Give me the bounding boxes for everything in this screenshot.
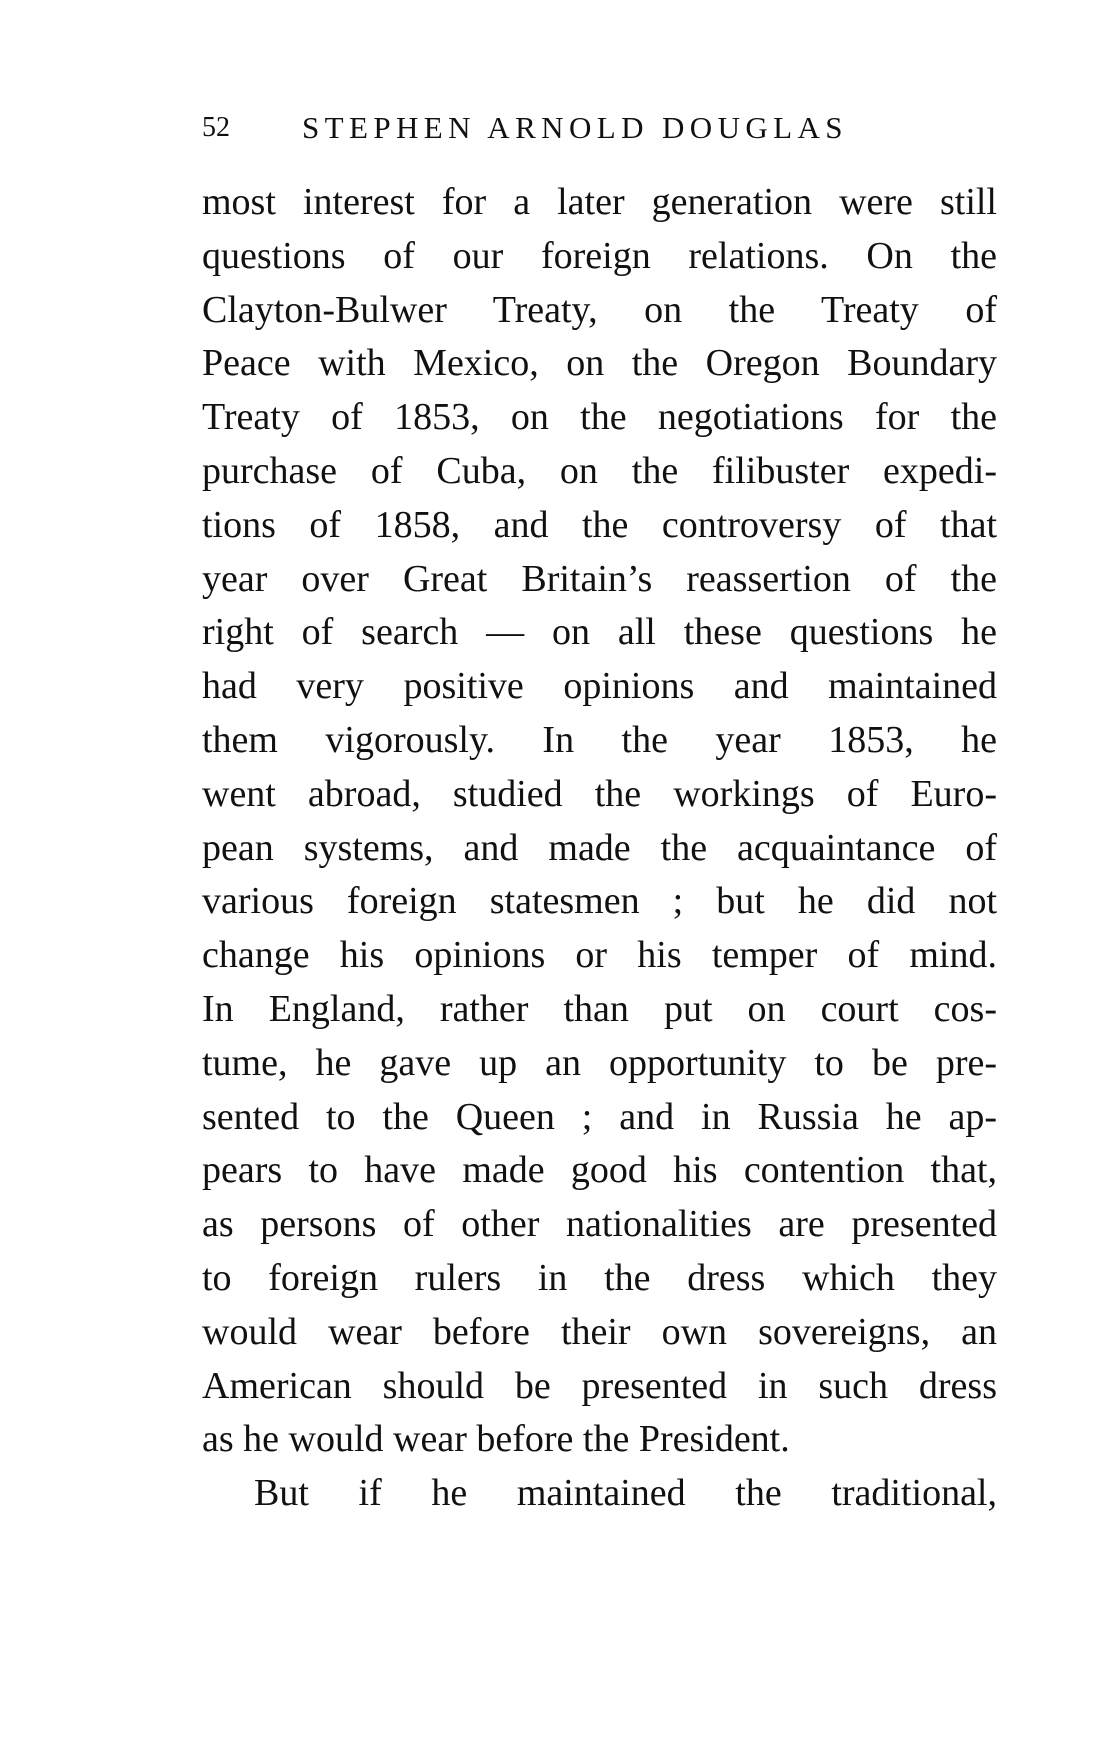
- text-line: year over Great Britain’s reassertion of the: [202, 557, 997, 600]
- page-number: 52: [202, 112, 230, 143]
- running-title: STEPHEN ARNOLD DOUGLAS: [302, 110, 848, 145]
- paragraph-end-line: as he would wear before the President.: [202, 1418, 790, 1461]
- text-line: tume, he gave up an opportunity to be pre-: [202, 1041, 997, 1084]
- text-line: would wear before their own sovereigns, an: [202, 1310, 997, 1353]
- text-line: purchase of Cuba, on the filibuster expedi-: [202, 449, 997, 492]
- paragraph-start-line: But if he maintained the traditional,: [254, 1472, 997, 1515]
- text-line: most interest for a later generation were still: [202, 181, 997, 223]
- text-line: pears to have made good his contention that,: [202, 1149, 997, 1192]
- text-line: right of search — on all these questions he: [202, 611, 997, 654]
- text-line: Clayton-Bulwer Treaty, on the Treaty of: [202, 288, 997, 331]
- text-line: change his opinions or his temper of mind.: [202, 934, 997, 977]
- text-line: them vigorously. In the year 1853, he: [202, 718, 997, 761]
- text-line: questions of our foreign relations. On the: [202, 234, 997, 277]
- running-head: [202, 108, 1012, 148]
- text-line: sented to the Queen ; and in Russia he ap-: [202, 1095, 997, 1138]
- text-line: Peace with Mexico, on the Oregon Boundary: [202, 342, 997, 385]
- text-line: as persons of other nationalities are presented: [202, 1203, 997, 1246]
- text-line: Treaty of 1853, on the negotiations for the: [202, 396, 997, 439]
- text-line: In England, rather than put on court cos-: [202, 987, 997, 1030]
- body-text: [202, 176, 997, 1521]
- text-line: to foreign rulers in the dress which they: [202, 1256, 997, 1299]
- text-line: various foreign statesmen ; but he did not: [202, 880, 997, 923]
- text-line: tions of 1858, and the controversy of that: [202, 503, 997, 546]
- text-line: American should be presented in such dress: [202, 1364, 997, 1407]
- text-line: went abroad, studied the workings of Euro-: [202, 772, 997, 815]
- text-line: pean systems, and made the acquaintance of: [202, 826, 997, 869]
- text-line: had very positive opinions and maintained: [202, 665, 997, 708]
